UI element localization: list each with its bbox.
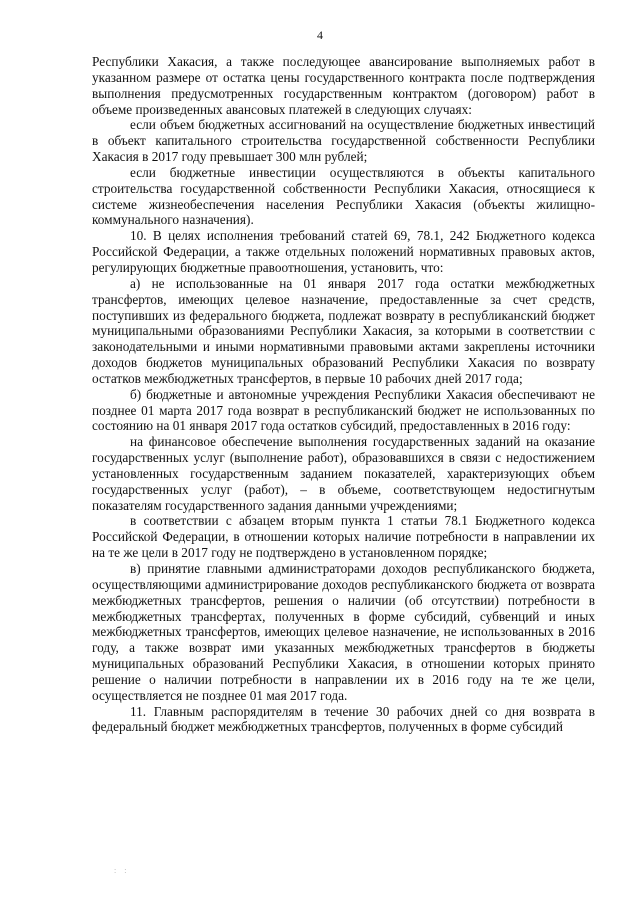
page-number: 4 <box>317 28 323 42</box>
paragraph-item-11: 11. Главным распорядителям в течение 30 рабочих дней со дня возврата в федеральный бюджет межбюджетных трансфертов, полученных в форме субсидий <box>92 703 595 735</box>
paragraph-condition-life-support: если бюджетные инвестиции осуществляются в объекты капитального строительства государственной собственности Республики Хакасия, относящиеся к системе жизнеобеспечения населения Республики Хакасия (объекты жилищно-коммунального назначения). <box>92 164 595 228</box>
paragraph-continuation: Республики Хакасия, а также последующее авансирование выполняемых работ в указанном размере от остатка цены государственного контракта после подтверждения выполнения предусмотренных государственным контрактом (договором) работ в объеме произведенных авансовых платежей в следующих случаях: <box>92 54 595 117</box>
paragraph-subitem-v: в) принятие главными администраторами доходов республиканского бюджета, осуществляющими администрирование доходов республиканского бюджета от возврата межбюджетных трансфертов, решения о наличии (об отсутствии) потребности в межбюджетных трансфертах, полученных в форме субсидий, субвенций и иных межбюджетных трансфертов, имеющих целевое назначение, не использованных в 2016 году, а также возврат ими указанных межбюджетных трансфертов в бюджеты муниципальных образований Республики Хакасия, в отношении которых принято решение о наличии потребности в направлении их в 2016 году на те же цели, осуществляется не позднее 01 мая 2017 года. <box>92 561 595 703</box>
paragraph-article-78-1: в соответствии с абзацем вторым пункта 1 статьи 78.1 Бюджетного кодекса Российской Федерации, в отношении которых наличие потребности в направлении их на те же цели в 2017 году не подтверждено в установленном порядке; <box>92 513 595 561</box>
scan-artifact-mark: : : <box>114 866 130 875</box>
paragraph-subitem-a: а) не использованные на 01 января 2017 года остатки межбюджетных трансфертов, имеющих целевое назначение, предоставленные за счет средств, поступивших из федерального бюджета, подлежат возврату в республиканский бюджет муниципальными образованиями Республики Хакасия, за которыми в соответствии с законодательными и иными нормативными правовыми актами закреплены источники доходов бюджетов муниципальных образований Республики Хакасия по возврату остатков межбюджетных трансфертов, в первые 10 рабочих дней 2017 года; <box>92 275 595 386</box>
paragraph-subitem-b: б) бюджетные и автономные учреждения Республики Хакасия обеспечивают не позднее 01 марта 2017 года возврат в республиканский бюджет не использованных по состоянию на 01 января 2017 года остатков субсидий, предоставленных в 2016 году: <box>92 386 595 434</box>
paragraph-state-tasks: на финансовое обеспечение выполнения государственных заданий на оказание государственных услуг (выполнение работ), образовавшихся в связи с недостижением установленных государственным заданием показателей, характеризующих объем государственных услуг (работ), – в объеме, соответствующем недостигнутым показателям государственного задания данными учреждениями; <box>92 434 595 513</box>
paragraph-condition-300mln: если объем бюджетных ассигнований на осуществление бюджетных инвестиций в объект капитального строительства государственной собственности Республики Хакасия в 2017 году превышает 300 млн рублей; <box>92 117 595 165</box>
paragraph-item-10: 10. В целях исполнения требований статей 69, 78.1, 242 Бюджетного кодекса Российской Федерации, а также отдельных положений нормативных правовых актов, регулирующих бюджетные правоотношения, установить, что: <box>92 228 595 275</box>
document-body <box>92 54 595 735</box>
